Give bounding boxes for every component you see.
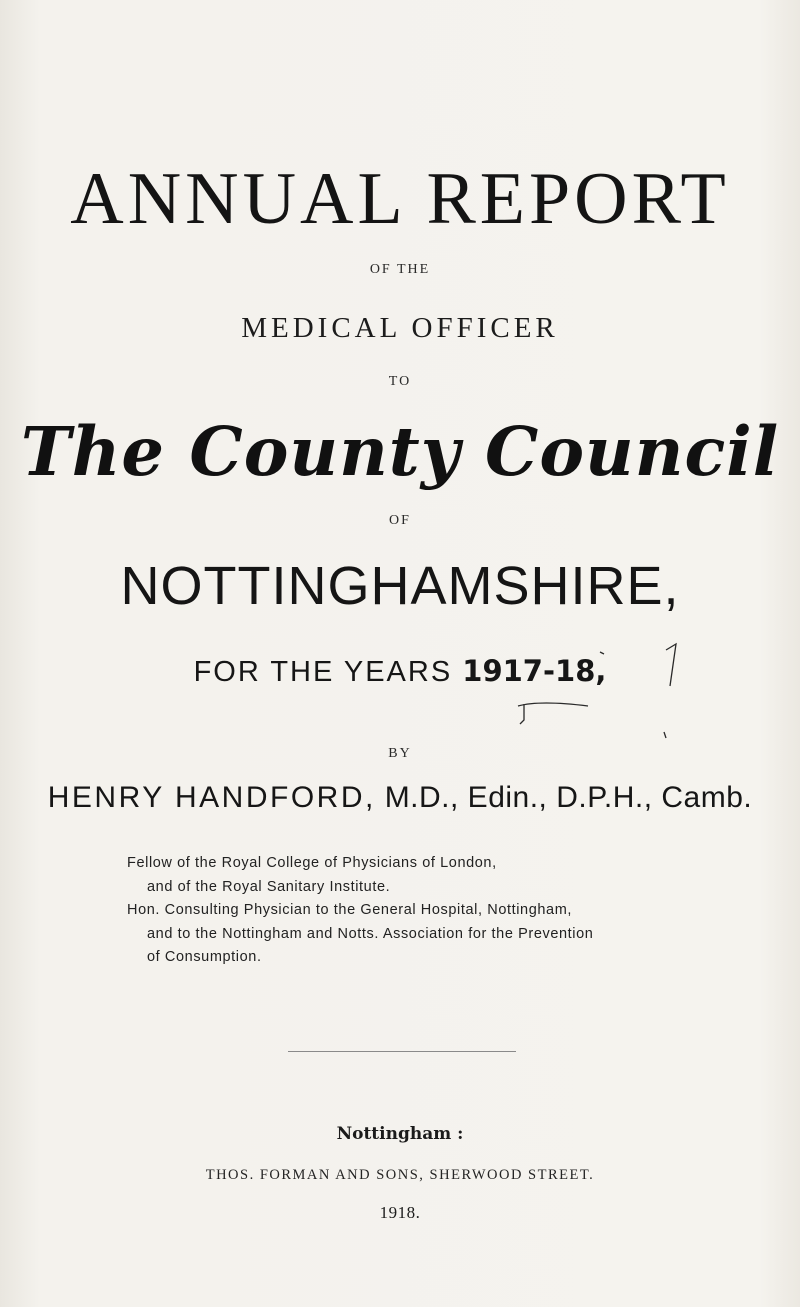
imprint-printer: THOS. FORMAN AND SONS, SHERWOOD STREET. bbox=[205, 1167, 595, 1183]
qualification-line: Hon. Consulting Physician to the General Hospital, Nottingham, bbox=[127, 902, 573, 918]
by-label: BY bbox=[388, 746, 412, 761]
years-value: 1917-18, bbox=[462, 654, 607, 688]
imprint-year: 1918. bbox=[379, 1203, 421, 1222]
report-title: ANNUAL REPORT bbox=[70, 158, 730, 240]
author-name: HENRY HANDFORD, bbox=[47, 781, 376, 814]
subject-heading: MEDICAL OFFICER bbox=[241, 312, 559, 344]
handwritten-mark-icon bbox=[470, 640, 690, 740]
author-line bbox=[0, 781, 800, 815]
years-prefix: FOR THE YEARS bbox=[193, 656, 453, 688]
to-label: TO bbox=[388, 374, 412, 389]
qualification-line: Fellow of the Royal College of Physicians of London, bbox=[127, 855, 497, 871]
council-heading: The County Council bbox=[20, 412, 780, 491]
qualifications-block bbox=[127, 852, 727, 970]
author-degrees: M.D., Edin., D.P.H., Camb. bbox=[384, 781, 753, 814]
qualification-line: and of the Royal Sanitary Institute. bbox=[147, 878, 391, 895]
divider-rule bbox=[288, 1051, 516, 1052]
of-the-label: OF THE bbox=[369, 262, 431, 277]
imprint-place: Nottingham : bbox=[336, 1124, 464, 1144]
of-label: OF bbox=[389, 513, 411, 528]
county-heading: NOTTINGHAMSHIRE, bbox=[120, 556, 680, 616]
qualification-line: of Consumption. bbox=[147, 949, 262, 965]
qualification-line: and to the Nottingham and Notts. Association for the Prevention bbox=[147, 925, 594, 942]
